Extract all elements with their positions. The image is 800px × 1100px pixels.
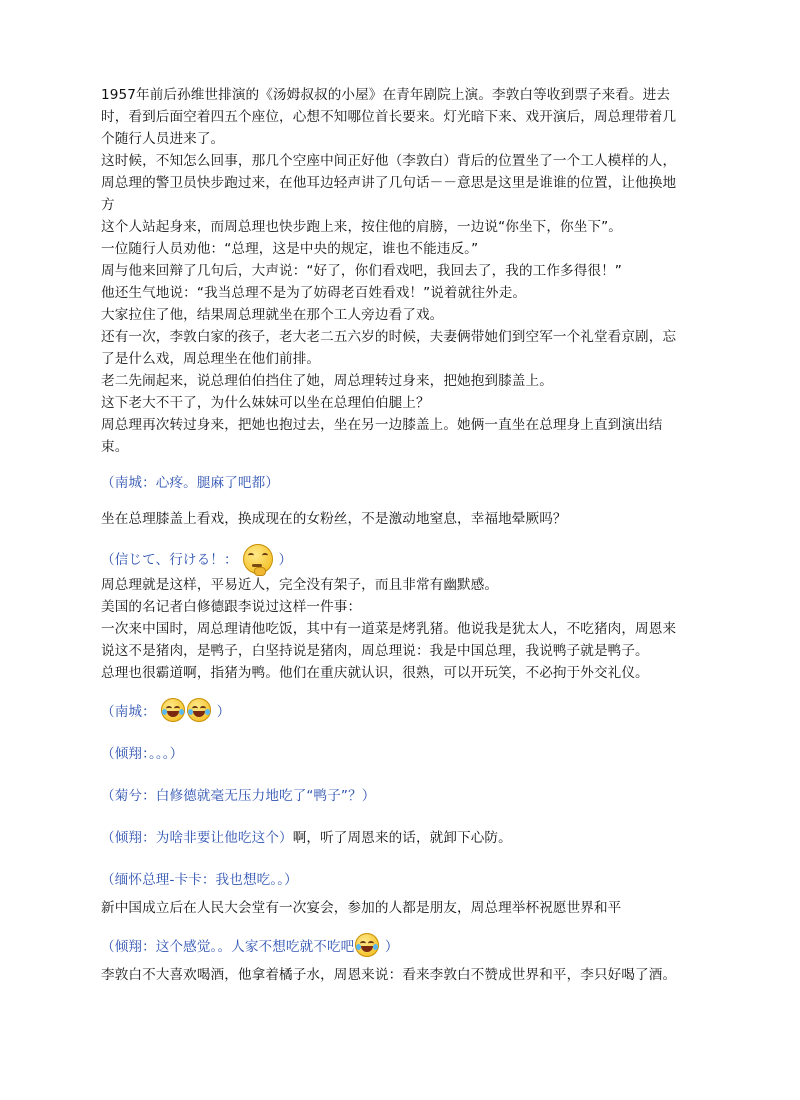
laughing-crying-emoji-icon (161, 698, 185, 722)
paragraph: 1957年前后孙维世排演的《汤姆叔叔的小屋》在青年剧院上演。李敦白等收到票子来看。进去时，看到后面空着四五个座位，心想不知哪位首长要来。灯光暗下来、戏开演后，周总理带着几个随行人员进来了。 (101, 87, 677, 147)
comment-close: ） (278, 552, 293, 568)
comment-text-rest: 啊，听了周恩来的话，就卸下心防。 (292, 830, 512, 846)
comment-close: ） (384, 939, 399, 955)
paragraph: 这下老大不干了，为什么妹妹可以坐在总理伯伯腿上？ (101, 395, 430, 411)
paragraph: 坐在总理膝盖上看戏，换成现在的女粉丝，不是激动地窒息，幸福地晕厥吗？ (101, 511, 567, 527)
reader-comment: （菊兮：白修德就毫无压力地吃了“鸭子”？） (101, 788, 376, 804)
paragraph: 李敦白不大喜欢喝酒，他拿着橘子水，周恩来说：看来李敦白不赞成世界和平，李只好喝了酒。 (101, 967, 677, 983)
paragraph: 周总理再次转过身来，把她也抱过去，坐在另一边膝盖上。她俩一直坐在总理身上直到演出结束。 (101, 417, 663, 455)
article-body (101, 84, 681, 986)
thinking-emoji-icon (243, 544, 273, 574)
reader-comment: （缅怀总理-卡卡：我也想吃。。） (101, 872, 298, 888)
reader-comment: （倾翔：。。。） (101, 746, 184, 762)
paragraph: 老二先闹起来，说总理伯伯挡住了她，周总理转过身来，把她抱到膝盖上。 (101, 373, 553, 389)
laughing-crying-emoji-icon (187, 698, 211, 722)
paragraph: 一次来中国时，周总理请他吃饭，其中有一道菜是烤乳猪。他说我是犹太人，不吃猪肉，周恩来说这不是猪肉，是鸭子，白坚持说是猪肉，周总理说：我是中国总理，我说鸭子就是鸭子。 (101, 621, 677, 659)
paragraph: 还有一次，李敦白家的孩子，老大老二五六岁的时候，夫妻俩带她们到空军一个礼堂看京剧，忘了是什么戏，周总理坐在他们前排。 (101, 329, 677, 367)
comment-text: （信じて、行ける！： (101, 552, 238, 568)
paragraph: 周总理就是这样，平易近人，完全没有架子，而且非常有幽默感。 (101, 577, 499, 593)
reader-comment-line (101, 827, 681, 849)
comment-text: （倾翔：这个感觉。。人家不想吃就不吃吧 (101, 939, 355, 955)
paragraph: 周与他来回辩了几句后，大声说：“好了，你们看戏吧，我回去了，我的工作多得很！” (101, 263, 622, 279)
paragraph: 大家拉住了他，结果周总理就坐在那个工人旁边看了戏。 (101, 307, 444, 323)
reader-comment (101, 544, 681, 574)
paragraph: 总理也很霸道啊，指猪为鸭。他们在重庆就认识，很熟，可以开玩笑，不必拘于外交礼仪。 (101, 665, 649, 681)
paragraph: 他还生气地说：“我当总理不是为了妨碍老百姓看戏！”说着就往外走。 (101, 285, 527, 301)
comment-close: ） (216, 704, 231, 720)
paragraph: 这个人站起身来，而周总理也快步跑上来，按住他的肩膀，一边说“你坐下，你坐下”。 (101, 219, 622, 235)
comment-text: （南城： (101, 704, 156, 720)
reader-comment: （南城：心疼。腿麻了吧都） (101, 475, 280, 491)
paragraph: 这时候，不知怎么回事，那几个空座中间正好他（李敦白）背后的位置坐了一个工人模样的人，周总理的警卫员快步跑过来，在他耳边轻声讲了几句话－－意思是这里是谁谁的位置，让他换地方 (101, 153, 677, 213)
paragraph: 一位随行人员劝他：“总理，这是中央的规定，谁也不能违反。” (101, 241, 479, 257)
paragraph: 新中国成立后在人民大会堂有一次宴会，参加的人都是朋友，周总理举杯祝愿世界和平 (101, 900, 622, 916)
reader-comment (101, 933, 681, 958)
paragraph: 美国的名记者白修德跟李说过这样一件事： (101, 599, 362, 615)
comment-text: （倾翔：为啥非要让他吃这个） (101, 830, 293, 846)
reader-comment (101, 698, 681, 723)
laughing-crying-emoji-icon (355, 933, 379, 957)
